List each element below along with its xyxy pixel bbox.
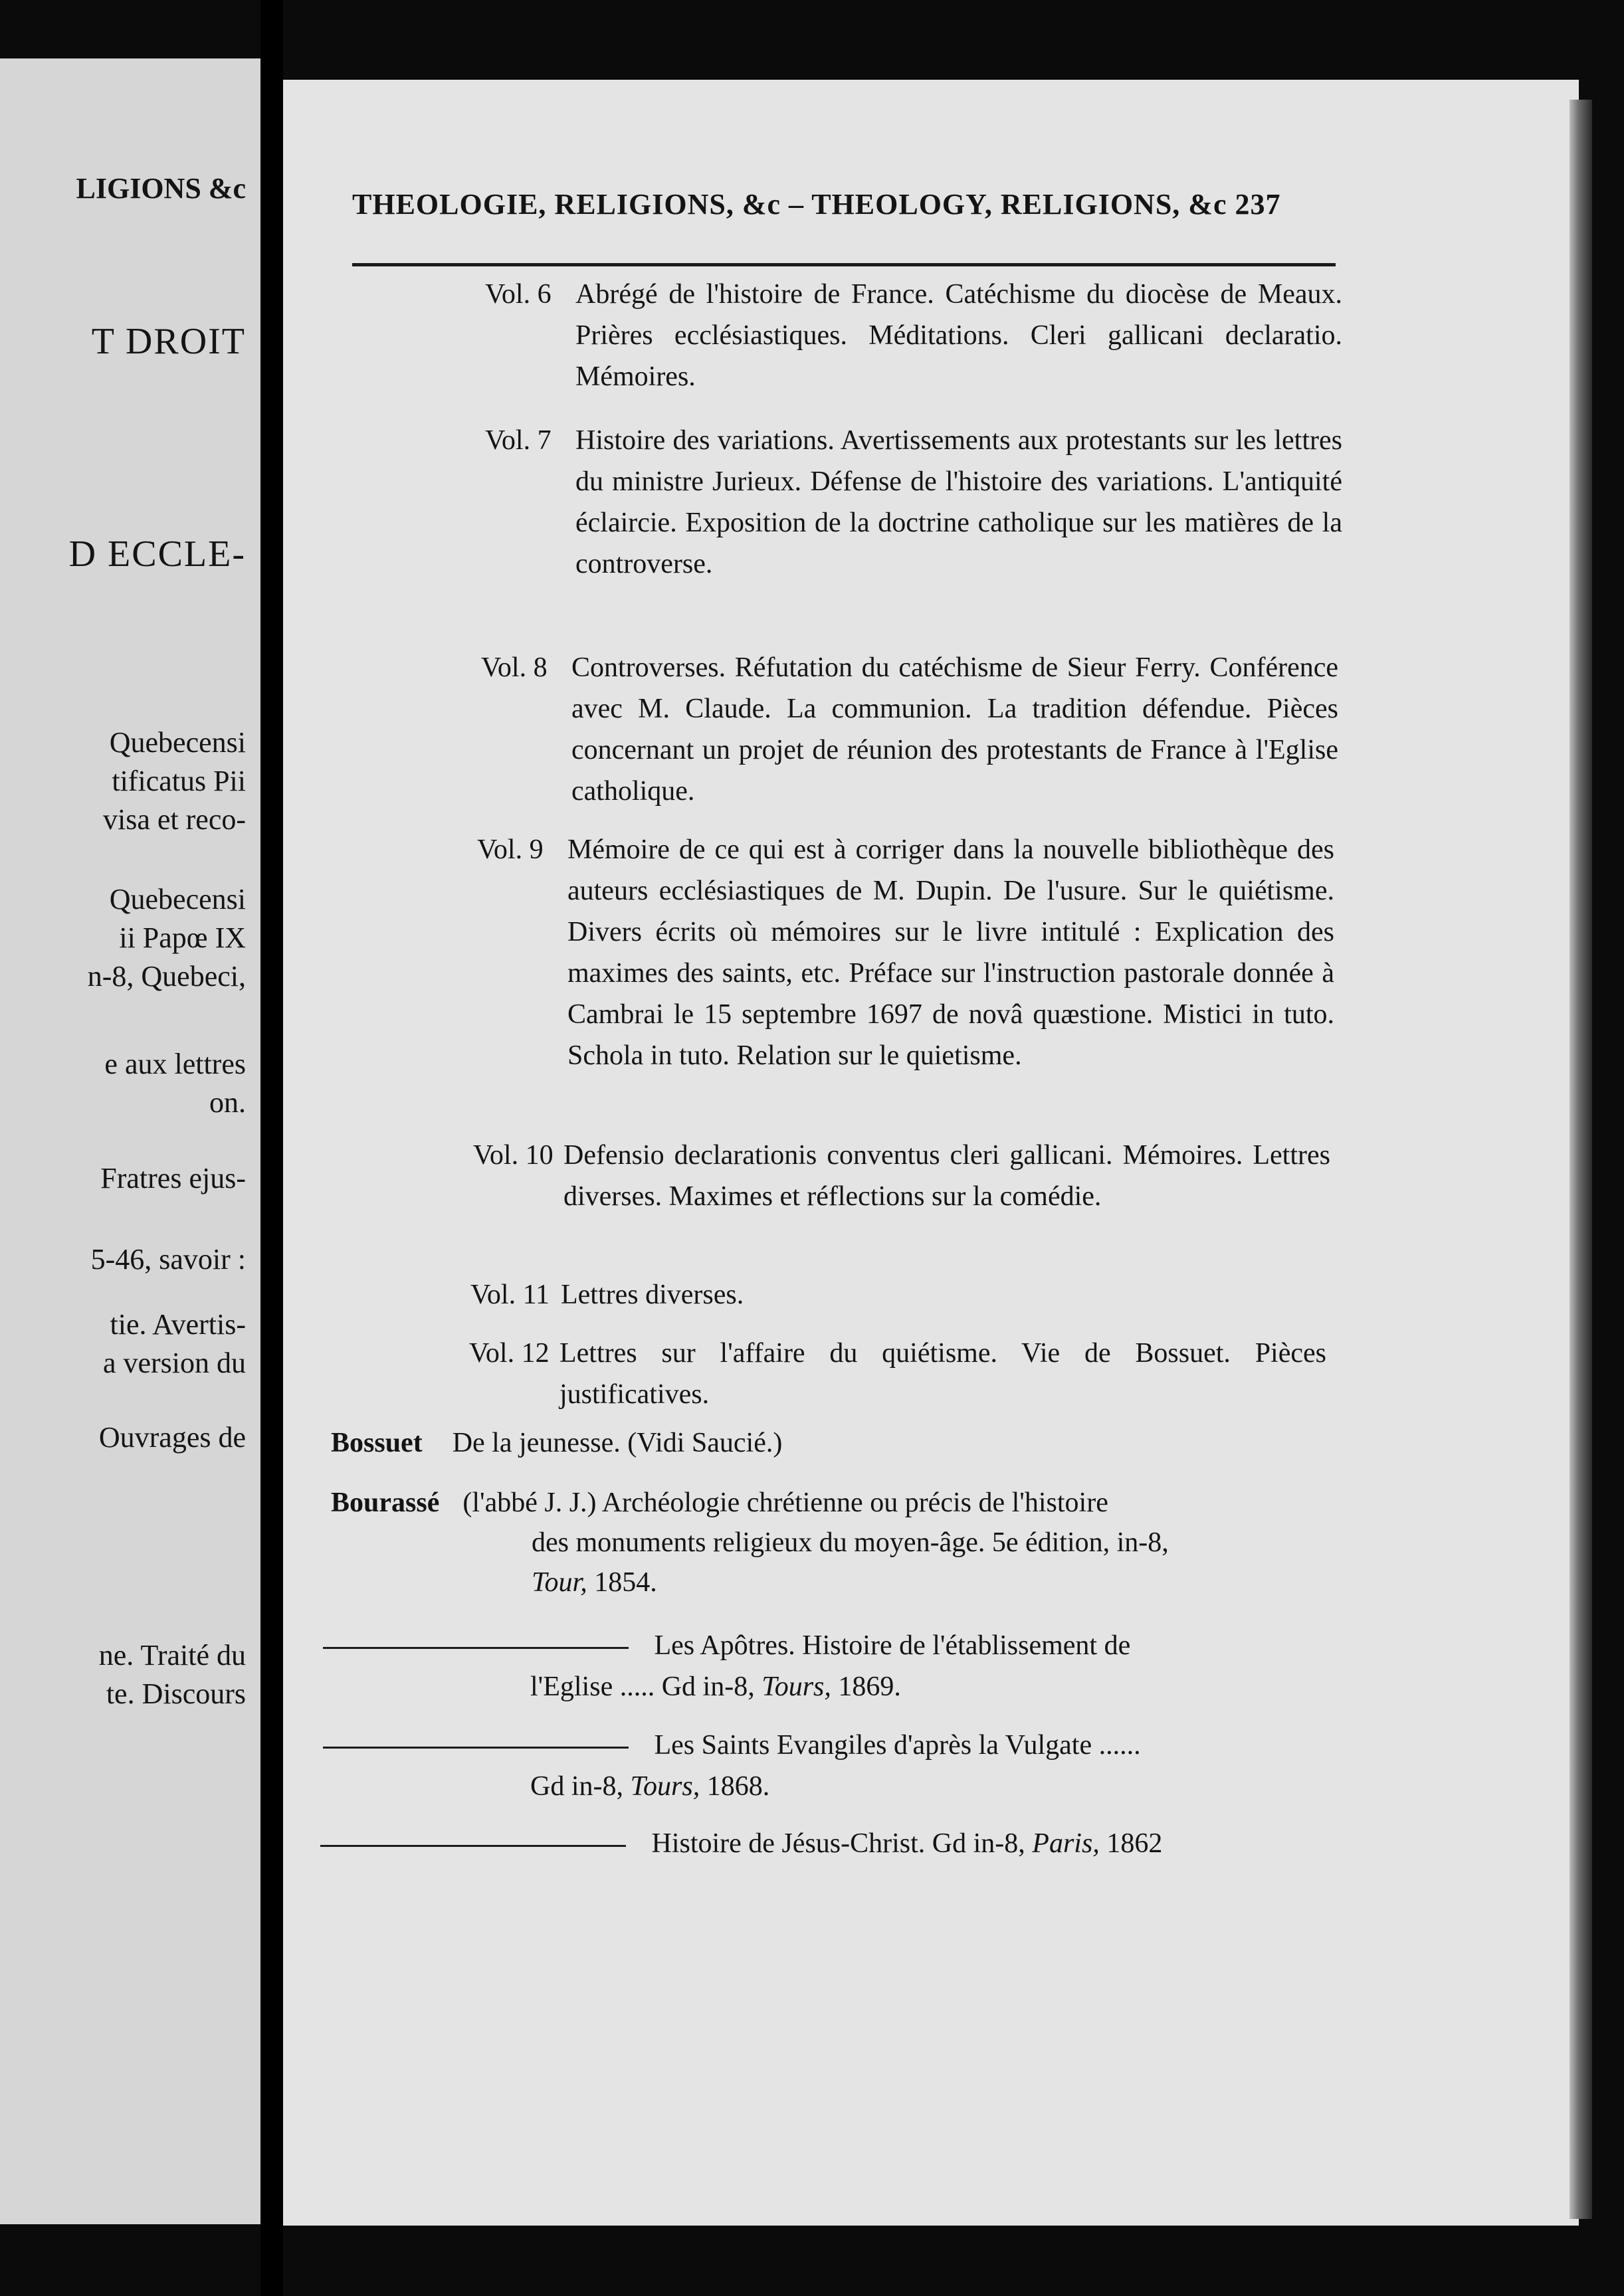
place-of-publication: Tour, [532,1567,587,1598]
volume-contents: Lettres sur l'affaire du quiétisme. Vie de Bossuet. Pièces justificatives. [559,1338,1326,1410]
bibliography-entry [320,1823,1330,1864]
volume-entry [473,1135,1330,1217]
volume-entry [481,647,1338,812]
entry-imprint [323,1666,1333,1707]
place-of-publication: Tours, [630,1771,700,1802]
volume-contents: Defensio declarationis conventus cleri gallicani. Mémoires. Lettres diverses. Maximes et réflections sur la comédie. [563,1140,1330,1212]
publication-year: 1854. [594,1567,657,1598]
bibliography-entry [331,1483,1328,1602]
left-page-line: Fratres ejus- [100,1162,246,1195]
entry-text: (l'abbé J. J.) Archéologie chrétienne ou précis de l'histoire [462,1487,1108,1518]
entry-imprint [331,1563,1328,1602]
volume-contents: Histoire des variations. Avertissements aux protestants sur les lettres du ministre Jurieux. Défense de l'histoire des variations. L'antiquité éclaircie. Exposition de la doctrine catholique sur les matières de la controverse. [575,425,1342,579]
entry-imprint [323,1766,1333,1807]
left-page-line: Quebecensi [109,726,246,759]
place-of-publication: Tours, [761,1672,831,1702]
volume-label: Vol. 8 [481,652,548,683]
ditto-rule [323,1647,629,1649]
author-name: Bossuet [331,1428,423,1458]
page-edge [1570,100,1592,2219]
volume-entry [470,1274,1328,1315]
volume-label: Vol. 11 [470,1280,550,1310]
entry-text: l'Eglise ..... Gd in-8, [530,1672,755,1702]
bibliography-entry [323,1725,1333,1807]
volume-entry [485,274,1342,397]
ditto-rule [323,1747,629,1749]
volume-label: Vol. 10 [473,1140,554,1171]
running-head-rule [352,263,1336,266]
left-page-line: LIGIONS &c [76,172,246,205]
entry-text: Histoire de Jésus-Christ. Gd in-8, [651,1828,1025,1859]
volume-contents: Abrégé de l'histoire de France. Catéchisme du diocèse de Meaux. Prières ecclésiastiques. Méditations. Cleri gallicani declaratio. Mémoires. [575,279,1342,392]
left-page-line: e aux lettres [104,1048,246,1080]
publication-year: 1869. [838,1672,901,1702]
volume-contents: Controverses. Réfutation du catéchisme de Sieur Ferry. Conférence avec M. Claude. La communion. La tradition défendue. Pièces concernant un projet de réunion des protestants de France à l'Eglise catholique. [571,652,1338,807]
left-page-line: Ouvrages de [98,1421,246,1454]
left-page-line: te. Discours [106,1677,246,1710]
volume-label: Vol. 12 [469,1338,550,1369]
bibliography-entry [331,1423,1328,1463]
entry-text: Les Apôtres. Histoire de l'établissement de [654,1630,1131,1661]
running-head: THEOLOGIE, RELIGIONS, &c – THEOLOGY, RELIGIONS, &c 237 [352,188,1281,221]
volume-label: Vol. 6 [485,279,552,310]
bibliography-entry [323,1625,1333,1707]
place-of-publication: Paris, [1032,1828,1100,1859]
left-page-line: tificatus Pii [112,765,246,797]
left-page-line: Quebecensi [109,883,246,915]
entry-text: Gd in-8, [530,1771,623,1802]
left-page-line: tie. Avertis- [110,1308,246,1341]
left-page-line: ne. Traité du [98,1639,246,1672]
publication-year: 1862 [1106,1828,1163,1859]
author-name: Bourassé [331,1487,440,1518]
volume-entry [485,420,1342,585]
volume-contents: Lettres diverses. [561,1280,744,1310]
book-gutter [260,0,283,2296]
left-page-line: a version du [102,1347,246,1379]
left-page-line: T DROIT [91,321,246,362]
left-page-line: on. [209,1086,246,1119]
entry-text: Les Saints Evangiles d'après la Vulgate ...... [654,1730,1141,1761]
volume-label: Vol. 7 [485,425,552,456]
volume-entry [469,1333,1326,1415]
volume-entry [477,829,1334,1076]
left-page-line: visa et reco- [103,803,246,836]
ditto-rule [320,1845,626,1847]
left-page-line: n-8, Quebeci, [87,960,246,993]
volume-label: Vol. 9 [477,834,544,865]
publication-year: 1868. [706,1771,770,1802]
entry-text: des monuments religieux du moyen-âge. 5e édition, in-8, [532,1527,1169,1558]
entry-text: De la jeunesse. (Vidi Saucié.) [452,1428,783,1458]
left-page-line: 5-46, savoir : [90,1243,246,1276]
left-page-line: ii Papœ IX [119,921,246,954]
left-page-line: D ECCLE- [68,533,246,575]
volume-contents: Mémoire de ce qui est à corriger dans la nouvelle bibliothèque des auteurs ecclésiastiques de M. Dupin. De l'usure. Sur le quiétisme. Divers écrits où mémoires sur le livre intitulé : Explication des maximes des saints, etc. Préface sur l'instruction pastorale donnée à Cambrai le 15 septembre 1697 de novâ quæstione. Mistici in tuto. Schola in tuto. Relation sur le quietisme. [567,834,1334,1071]
left-facing-page [0,58,262,2224]
